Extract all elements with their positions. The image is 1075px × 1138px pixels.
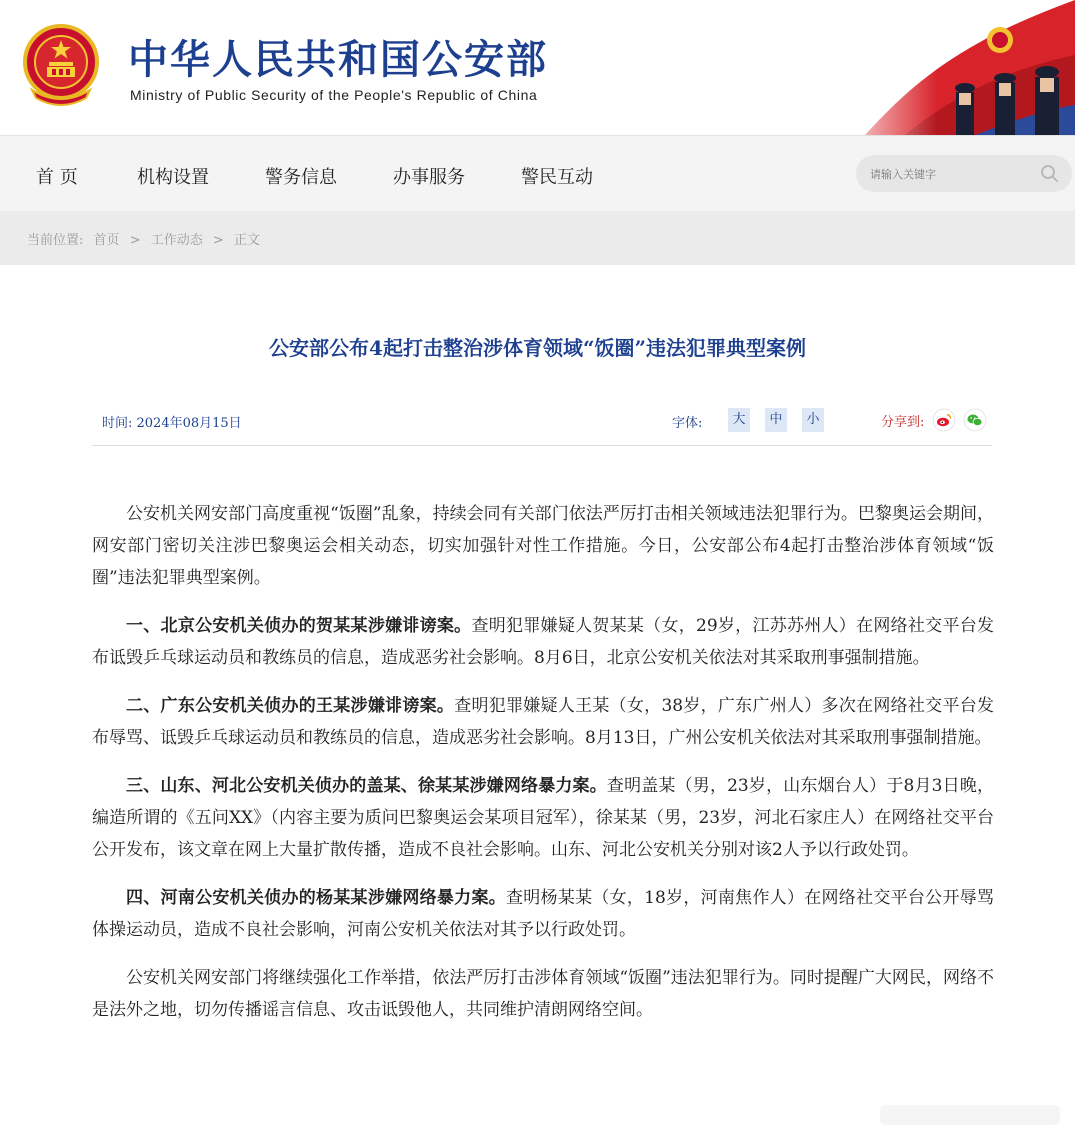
paragraph-text: 查明犯罪嫌疑人王某（女，38岁，广东广州人）多次在网络社交平台发布辱骂、诋毁乒乓球运动员和教练员的信息，造成恶劣社会影响。8月13日，广州公安机关依法对其采取刑事强制措施。 — [92, 696, 994, 748]
paragraph-text: 公安机关网安部门高度重视“饭圈”乱象，持续会同有关部门依法严厉打击相关领域违法犯罪行为。巴黎奥运会期间，网安部门密切关注涉巴黎奥运会相关动态，切实加强针对性工作措施。今日，公安部公布4起打击整治涉体育领域“饭圈”违法犯罪典型案例。 — [92, 504, 994, 588]
share-label: 分享到: — [881, 415, 925, 430]
breadcrumb — [27, 229, 266, 248]
search-box — [856, 155, 1072, 192]
nav-item-organization[interactable]: 机构设置 — [137, 167, 209, 188]
search-input[interactable] — [870, 164, 1030, 184]
site-subtitle: Ministry of Public Security of the People's Republic of China — [130, 87, 538, 103]
breadcrumb-home[interactable]: 首页 — [93, 233, 120, 248]
paragraph-lead: 四、河南公安机关侦办的杨某某涉嫌网络暴力案。 — [126, 888, 506, 908]
font-size-medium-button[interactable]: 中 — [765, 408, 787, 432]
article-paragraph — [92, 610, 994, 674]
font-size-large-button[interactable]: 大 — [728, 408, 750, 432]
weibo-share-icon[interactable] — [932, 408, 956, 432]
site-title: 中华人民共和国公安部 — [128, 37, 548, 83]
nav-item-services[interactable]: 办事服务 — [393, 167, 465, 188]
font-size-small-button[interactable]: 小 — [802, 408, 824, 432]
breadcrumb-label: 当前位置: — [27, 233, 84, 248]
main-nav — [0, 135, 1075, 211]
article-title: 公安部公布4起打击整治涉体育领域“饭圈”违法犯罪典型案例 — [269, 336, 806, 360]
publish-date: 时间: 2024年08月15日 — [102, 416, 242, 431]
font-size-label: 字体: — [672, 416, 703, 431]
paragraph-lead: 二、广东公安机关侦办的王某涉嫌诽谤案。 — [126, 696, 455, 716]
breadcrumb-work-news[interactable]: 工作动态 — [150, 233, 203, 248]
search-icon[interactable] — [1040, 164, 1060, 184]
nav-item-home[interactable]: 首 页 — [36, 167, 78, 188]
national-emblem-icon — [22, 24, 100, 106]
paragraph-lead: 一、北京公安机关侦办的贺某某涉嫌诽谤案。 — [126, 616, 472, 636]
breadcrumb-separator: > — [129, 233, 141, 248]
paragraph-text: 查明盖某（男，23岁，山东烟台人）于8月3日晚，编造所谓的《五问XX》（内容主要为质问巴黎奥运会某项目冠军），徐某某（男，23岁，河北石家庄人）在网络社交平台公开发布，该文章在网上大量扩散传播，造成不良社会影响。山东、河北公安机关分别对该2人予以行政处罚。 — [92, 776, 994, 860]
nav-item-interaction[interactable]: 警民互动 — [521, 167, 593, 188]
paragraph-text: 公安机关网安部门将继续强化工作举措，依法严厉打击涉体育领域“饭圈”违法犯罪行为。同时提醒广大网民，网络不是法外之地，切勿传播谣言信息、攻击诋毁他人，共同维护清朗网络空间。 — [92, 968, 994, 1020]
paragraph-text: 查明杨某某（女，18岁，河南焦作人）在网络社交平台公开辱骂体操运动员，造成不良社会影响，河南公安机关依法对其予以行政处罚。 — [92, 888, 994, 940]
paragraph-text: 查明犯罪嫌疑人贺某某（女，29岁，江苏苏州人）在网络社交平台发布诋毁乒乓球运动员和教练员的信息，造成恶劣社会影响。8月6日，北京公安机关依法对其采取刑事强制措施。 — [92, 616, 994, 668]
article-paragraph — [92, 498, 994, 594]
wechat-share-icon[interactable] — [963, 408, 987, 432]
nav-item-police-info[interactable]: 警务信息 — [265, 167, 337, 188]
police-flag-banner-image — [825, 0, 1075, 135]
watermark-image — [870, 1097, 1070, 1131]
article-paragraph — [92, 690, 994, 754]
article-paragraph — [92, 770, 994, 866]
article-paragraph — [92, 962, 994, 1026]
paragraph-lead: 三、山东、河北公安机关侦办的盖某、徐某某涉嫌网络暴力案。 — [126, 776, 607, 796]
breadcrumb-separator: > — [212, 233, 224, 248]
article-paragraph — [92, 882, 994, 946]
breadcrumb-bar — [0, 211, 1075, 265]
breadcrumb-current: 正文 — [233, 233, 260, 248]
site-header — [0, 0, 1075, 135]
article-body — [92, 498, 994, 1042]
article-meta — [92, 398, 992, 446]
